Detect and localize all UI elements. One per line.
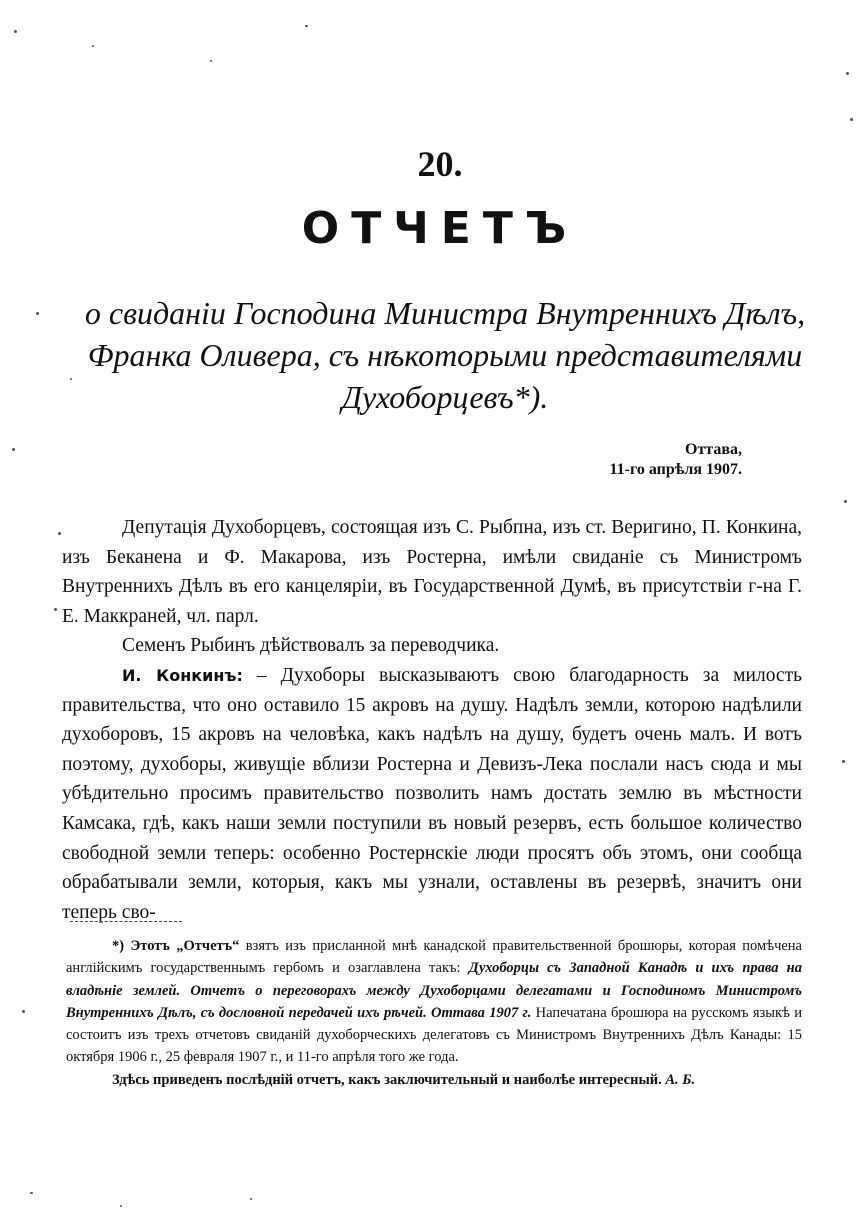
scan-speck <box>120 1205 122 1207</box>
scan-speck <box>92 45 94 47</box>
scan-speck <box>36 312 39 315</box>
dateline-place: Оттава, <box>685 441 742 458</box>
scan-speck <box>250 1198 252 1200</box>
dateline <box>610 440 742 480</box>
scan-speck <box>846 72 849 75</box>
document-heading: ОТЧЕТЪ <box>301 203 579 254</box>
document-subtitle: о свиданіи Господина Министра Внутреннихъ Дѣлъ, Франка Оливера, съ нѣкоторыми представителями Духоборцевъ*). <box>84 295 806 415</box>
scan-speck <box>14 30 17 33</box>
footnote-signature: А. Б. <box>665 1071 696 1088</box>
body-paragraph <box>62 661 802 927</box>
scan-speck <box>305 25 308 27</box>
footnote-text: Напечатана брошюра на русскомъ языкѣ и состоитъ изъ трехъ отчетовъ свиданій духоборческихъ делегатовъ съ Министромъ Внутреннихъ Дѣлъ Канады: 15 октября 1906 г., 25 февраля 1907 г., и 11-го апрѣля того же года. <box>66 1004 802 1066</box>
footnote-paragraph <box>66 935 802 1069</box>
document-number: 20. <box>417 144 463 184</box>
scan-speck <box>54 608 57 611</box>
footnote-brochure-title: Духоборцы съ Западной Канадѣ и ихъ права на владѣніе землей. Отчетъ о переговорахъ между Духоборцами делегатами и Господиномъ Министромъ Внутреннихъ Дѣлъ, съ дословной передачей ихъ рѣчей. Оттава 1907 г. <box>66 960 802 1021</box>
scan-speck <box>844 500 847 503</box>
body-paragraph <box>62 631 802 661</box>
scan-speck <box>22 1010 25 1013</box>
footnote <box>66 935 802 1091</box>
scan-speck <box>12 448 15 451</box>
paragraph-text: – Духоборы высказываютъ свою благодарность за милость правительства, что оно оставило 15 акровъ на душу. Надѣлъ земли, которою надѣлили духоборовъ, 15 акровъ на человѣка, какъ надѣлъ на душу, будетъ очень малъ. И вотъ поэтому, духоборы, живущіе вблизи Ростерна и Девизъ-Лека послали насъ сюда и мы убѣдительно просимъ правительство позволить намъ достать землю въ мѣстности Камсака, гдѣ, какъ наши земли поступили въ новый резервъ, есть большое количество свободной земли теперь: особенно Ростернскіе люди просятъ объ этомъ, они сообща обрабатывали земли, которыя, какъ мы узнали, оставлены въ резервѣ, значитъ они теперь сво- <box>62 664 802 923</box>
footnote-lead: *) Этотъ „Отчетъ“ <box>112 938 240 954</box>
scan-speck <box>210 60 212 62</box>
footnote-text: взятъ изъ присланной мнѣ канадской правительственной брошюры, которая помѣчена англійскимъ государственнымъ гербомъ и озаглавлена такъ: <box>66 938 802 977</box>
paragraph-text: Депутація Духоборцевъ, состоящая изъ С. Рыбпна, изъ ст. Веригино, П. Конкина, изъ Беканена и Ф. Макарова, изъ Ростерна, имѣли свиданіе съ Министромъ Внутреннихъ Дѣлъ въ его канцеляріи, въ Государственной Думѣ, въ присутствіи г-на Г. Е. Маккраней, чл. парл. <box>62 517 802 627</box>
footnote-text: Здѣсь приведенъ послѣдній отчетъ, какъ заключительный и наиболѣе интересный. <box>112 1071 662 1088</box>
scan-speck <box>30 1192 33 1194</box>
footnote-divider <box>70 921 182 922</box>
scan-speck <box>850 118 853 121</box>
dateline-date: 11-го апрѣля 1907. <box>609 461 742 478</box>
scan-speck <box>58 532 61 535</box>
footnote-paragraph <box>66 1069 802 1091</box>
speaker-name: И. Конкинъ: <box>122 665 243 685</box>
body-paragraph <box>62 513 802 631</box>
scan-speck <box>842 760 845 763</box>
document-body <box>62 513 802 927</box>
paragraph-text: Семенъ Рыбинъ дѣйствовалъ за переводчика. <box>122 635 500 657</box>
